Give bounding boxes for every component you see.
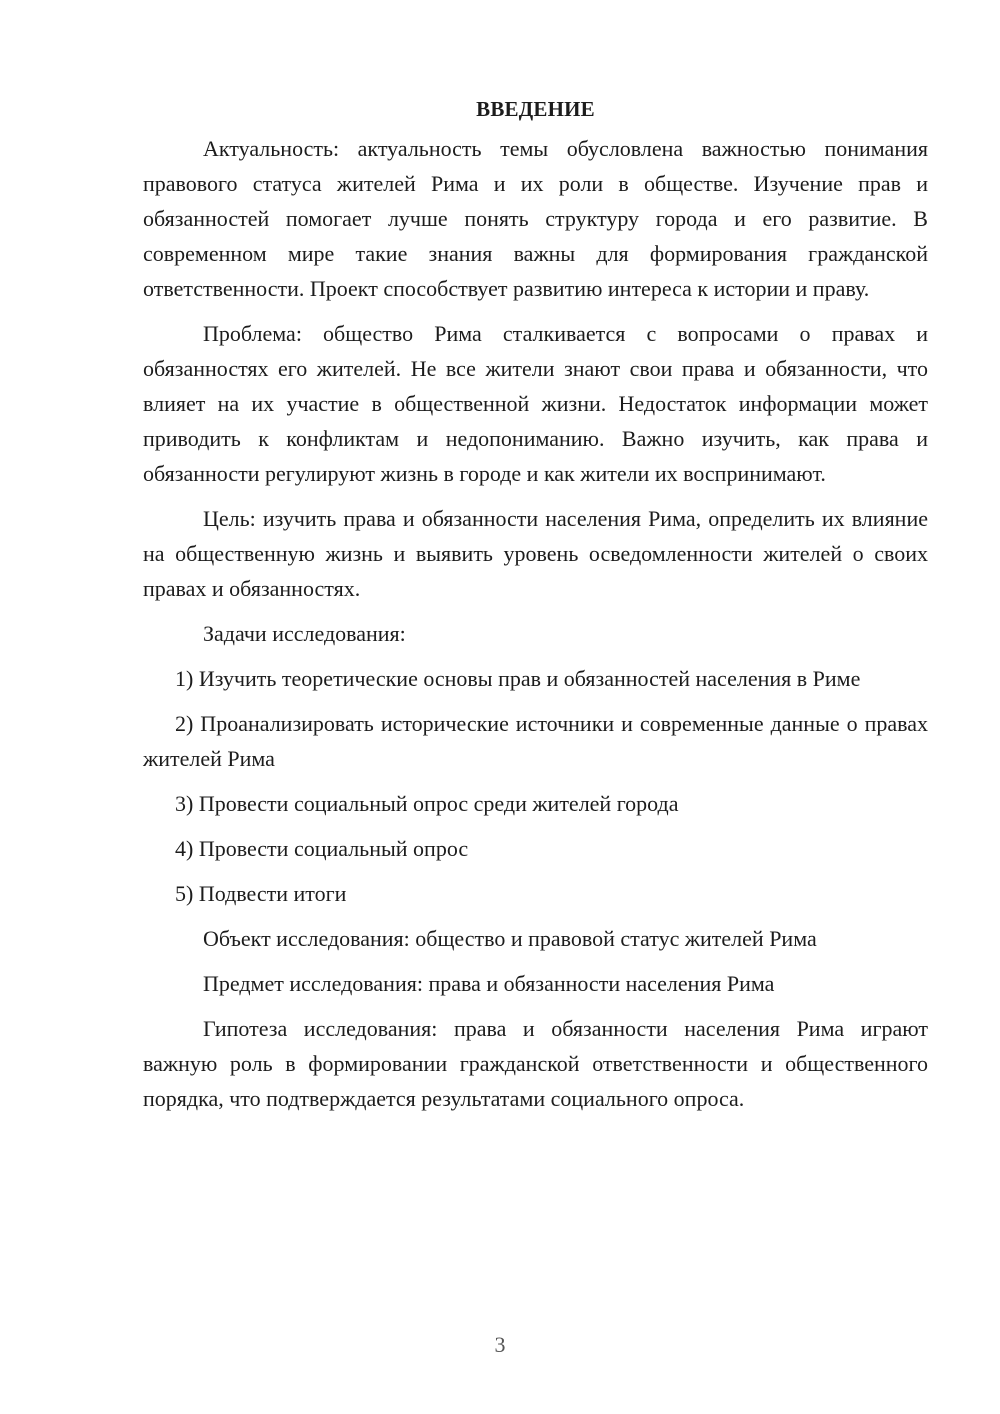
hypothesis-paragraph: Гипотеза исследования: права и обязанности населения Рима играют важную роль в формировании гражданской ответственности и общественного порядка, что подтверждается результатами социального опроса. xyxy=(143,1016,928,1111)
task-item: 4) Провести социальный опрос xyxy=(175,836,469,861)
task-item: 5) Подвести итоги xyxy=(175,881,347,906)
goal-paragraph: Цель: изучить права и обязанности населения Рима, определить их влияние на общественную жизнь и выявить уровень осведомленности жителей о своих правах и обязанностях. xyxy=(143,506,928,601)
task-item: 3) Провести социальный опрос среди жителей города xyxy=(175,791,679,816)
page-number: 3 xyxy=(494,1332,506,1357)
relevance-paragraph: Актуальность: актуальность темы обусловлена важностью понимания правового статуса жителей Рима и их роли в обществе. Изучение прав и обязанностей помогает лучше понять структуру города и его развитие. В современном мире такие знания важны для формирования гражданской ответственности. Проект способствует развитию интереса к истории и праву. xyxy=(143,136,928,301)
tasks-heading: Задачи исследования: xyxy=(203,621,406,646)
object-paragraph: Объект исследования: общество и правовой статус жителей Рима xyxy=(203,926,817,951)
page-body xyxy=(143,92,928,1126)
task-item: 2) Проанализировать исторические источники и современные данные о правах жителей Рима xyxy=(143,711,928,771)
task-item: 1) Изучить теоретические основы прав и обязанностей населения в Риме xyxy=(175,666,861,691)
problem-paragraph: Проблема: общество Рима сталкивается с вопросами о правах и обязанностях его жителей. Не все жители знают свои права и обязанности, что влияет на их участие в общественной жизни. Недостаток информации может приводить к конфликтам и недопониманию. Важно изучить, как права и обязанности регулируют жизнь в городе и как жители их воспринимают. xyxy=(143,321,928,486)
page-title: ВВЕДЕНИЕ xyxy=(476,97,595,121)
subject-paragraph: Предмет исследования: права и обязанности населения Рима xyxy=(203,971,775,996)
